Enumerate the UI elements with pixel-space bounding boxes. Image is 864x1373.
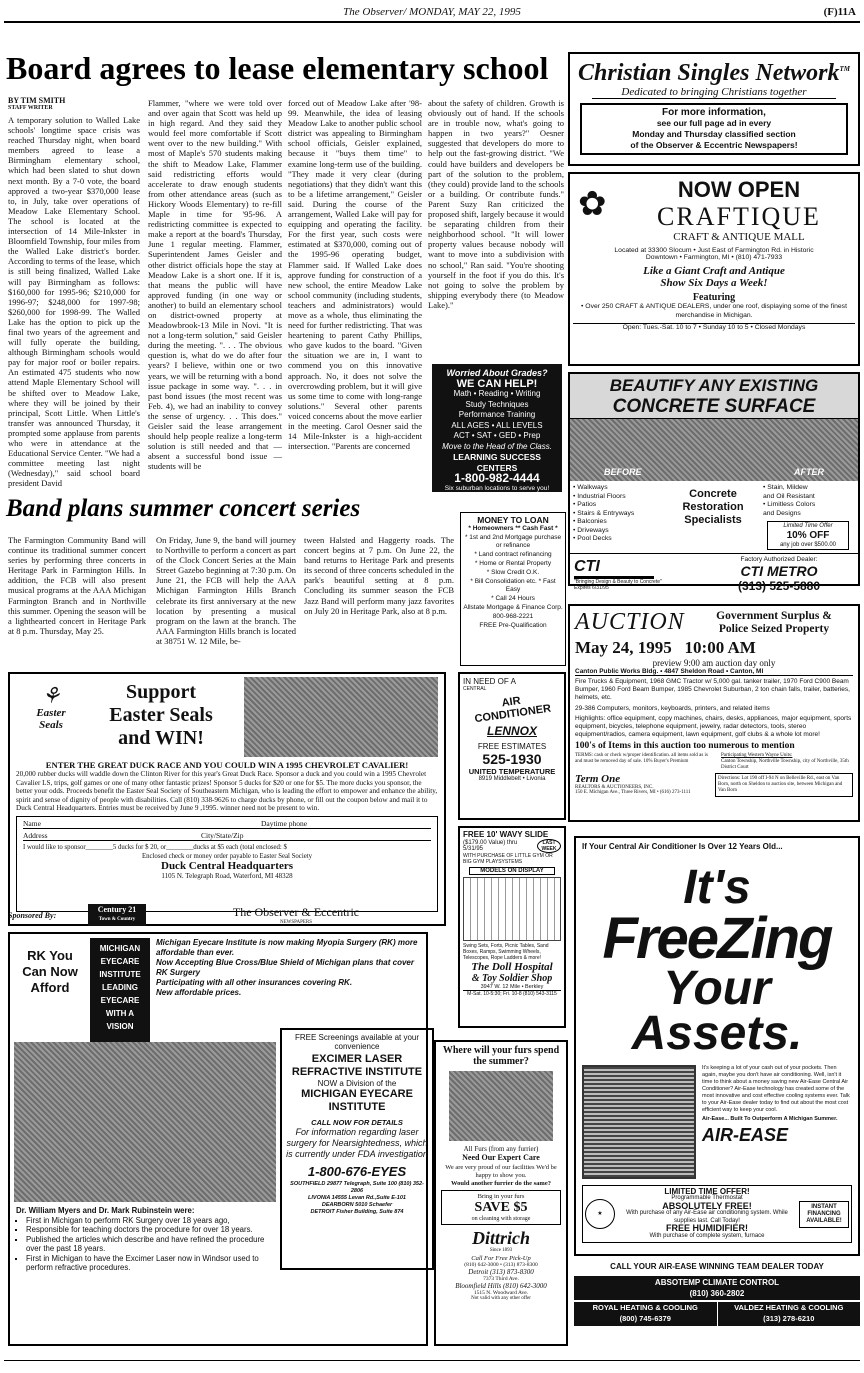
singles-title: Christian Singles Network™ <box>578 60 850 86</box>
craftique-ad[interactable] <box>568 172 860 366</box>
article2-col2: On Friday, June 9, the band will journey to Northville to perform a concert as part of the Clock Concert Series at the Main Street Gazebo beginning at 7:30 p.m. On June 21, the FCB will help the AAA Michigan Farmington Hills Branch celebrate its first anniversary at the new location by presenting a musical program on the lawn at the branch. The AAA Farmington Hills branch is located at 38751 W. 12 Mile, be- <box>156 535 296 646</box>
coupon-hq: Duck Central Headquarters <box>161 859 293 872</box>
auction-p3: Highlights: office equipment, copy machines, chairs, desks, appliances, major equipment, sports equipment, bicycles, telephone equipment, jewelry, radar detectors, tools, stereo equipment/radios, camera equipment, lawn equipment, golf clubs & a whole lot more! <box>575 714 852 739</box>
learning-line9: LEARNING SUCCESS CENTERS <box>453 452 541 473</box>
frost-body: It's keeping a lot of your cash out of your pockets. Then again, maybe you don't have air conditioning. Well, isn't it time to think about a money saving new Air-Ease Central Air Conditioner? Air-Ease technology has created some of the most innovative and cost effective cooling systems ever. Talk to your Air-Ease dealer today to find out about the most cost efficient way to keep your cool. <box>702 1064 850 1113</box>
learning-line5: Performance Training <box>458 410 536 419</box>
article2-col3: tween Halsted and Haggerty roads. The concert begins at 7 p.m. On June 22, the band returns to Heritage Park and presents its second of three concerts scheduled in the park's beautiful setting at 8 p.m. Concluding its summer season the FCB Jazz Band will perform many jazz favorites on July 20 in Heritage Park, also at 8 p.m. <box>304 535 454 616</box>
concrete-title2: CONCRETE SURFACE <box>570 396 858 419</box>
eyecare-phone: 1-800-676-EYES <box>307 1164 407 1179</box>
slide-value: ($179.00 Value) thru 5/31/95 <box>463 840 518 852</box>
money-line8: * Call 24 Hours <box>491 595 535 603</box>
learning-line3: Math • Reading • Writing <box>453 389 541 398</box>
cti-dealer: Factory Authorized Dealer: CTI METRO (313) 525-5880 <box>737 556 821 593</box>
furs-proud: We are very proud of our facilities We'd be happy to show you. <box>445 1164 557 1179</box>
craftique-hours: Open: Tues.-Sat. 10 to 7 • Sunday 10 to 5 • Closed Mondays <box>573 323 855 331</box>
ac-unit-photo <box>582 1065 696 1179</box>
doll-hospital-name: The Doll Hospital <box>471 961 553 973</box>
header-rule <box>4 21 860 23</box>
furs-detroit: Detroit (313) 873-8300 <box>468 1268 534 1276</box>
frost-body-row <box>576 1065 858 1179</box>
rk-afford: RK You Can Now Afford <box>22 948 78 995</box>
learning-line2: WE CAN HELP! <box>456 377 538 390</box>
craftique-sub: CRAFT & ANTIQUE MALL <box>673 231 805 243</box>
coupon-address-field[interactable]: Address <box>23 831 201 841</box>
dealer-royal[interactable]: ROYAL HEATING & COOLING (800) 745-6379 <box>574 1302 718 1326</box>
concrete-right-list: • Stain, Mildew and Oil Resistant • Limitless Colors and Designs Limited Time Offer 10% OFF any job over $500.00 <box>763 484 853 550</box>
article1-col3: forced out of Meadow Lake after '98-99. Meanwhile, the idea of leasing Meadow Lake to another public school district was appealing to Birmingham school officials, Geisler explained, because it "buys them time" to examine long-term use of the building. "They made it very clear (during negotiations) that they didn't want this to be a lifetime arrangement," Geisler said. During the course of the arrangement, Walled Lake will pay for equipping and operating the facility. For the first year, such costs were estimated at $370,000, coming out of the 1995-96 operating budget, Flammer said. If Walled Lake does approve funding for construction of a new school, the entire Meadow Lake school community (including students, teachers and administrators) would move as a whole, thus eliminating the need for further redistricting. That was heartening to parent Cathy Phillips, who gave kudos to the board. "Given the situation we are in, I want to commend you on this innovative approach. No, it does not solve the overcrowding problem, but it will give us some time to come with long-range solutions." Several other parents voiced concerns about the move earlier in the meeting. Carol Oesner said the 14 Mile-Inkster is a high-accident intersection. "Parents are concerned <box>288 98 422 452</box>
fur-coat-illustration <box>449 1071 553 1141</box>
learning-line10: Six suburban locations to serve you! <box>444 484 550 492</box>
easter-body: 20,000 rubber ducks will waddle down the Clinton River for this year's Great Duck Race. Sponsor a duck and you could win a 1995 Chevrolet Cavalier LS, trips, golf games or one of many other fantastic prizes! Sponsor 5 ducks for $20 or one for $5. The more ducks you sponsor, the better your odds. Proceeds benefit the Easter Seal Society of Southeastern Michigan, who is leading the effort to empower and enhance the ability, spirit and sense of dignity of people with disabilities. Call (810) 338-9626 to charge ducks by phone, or fill out the coupon below and mail it to Duck Central Headquarters. Entries must be received by June 9 ,1995. winner need not be present to win. <box>16 770 438 813</box>
coupon-name-field[interactable]: Name <box>23 819 261 829</box>
coupon-hq-address: 1105 N. Telegraph Road, Waterford, MI 48328 <box>161 871 293 880</box>
auction-preview: preview 9:00 am auction day only <box>652 658 776 668</box>
auction-head: AUCTION Government Surplus & Police Seized Property <box>575 609 832 635</box>
money-line10: 800-968-2221 <box>492 612 534 620</box>
slide-purchase: WITH PURCHASE OF LITTLE GYM OR BIG GYM PLAYSYSTEMS <box>463 853 553 865</box>
money-line7: * Bill Consolidation etc. * Fast Easy <box>470 577 556 594</box>
furs-coupon-note: Not valid with any other offer <box>471 1296 531 1301</box>
eyecare-intro: Michigan Eyecare Institute is now making Myopia Surgery (RK) more affordable than ever. Now Accepting Blue Cross/Blue Shield of Michigan plans that cover RK Surgery Participating with all other insurances covering RK. New affordable prices. <box>156 938 418 997</box>
eyecare-doctors: Dr. William Myers and Dr. Mark Rubinstein were: ▪ First in Michigan to perform RK Surgery over 18 years ago, ▪ Responsible for teaching doctors the procedure for over 18 years. ▪ Published the articles which describe and have refined the procedure over the past 18 years. ▪ First in Michigan to have the Excimer Laser now in Windsor used to perform refractive procedures. <box>16 1206 278 1273</box>
craftique-feat: • Over 250 CRAFT & ANTIQUE DEALERS, under one roof, displaying some of the finest merchandise in Michigan. <box>581 303 847 319</box>
toy-soldier-name: & Toy Soldier Shop <box>471 973 553 984</box>
wavy-slide-ad[interactable] <box>458 826 566 1028</box>
craftique-now-open: NOW OPEN <box>677 177 801 202</box>
money-title: MONEY TO LOAN <box>477 515 549 525</box>
frost-headline: It's FreeZing Your Assets. <box>602 861 832 1061</box>
furs-bloomfield-addr: 1515 N. Woodward Ave. <box>473 1290 529 1296</box>
duck-race-photo <box>244 677 438 757</box>
singles-tagline: Dedicated to bringing Christians together <box>592 86 836 99</box>
money-line4: * Land contract refinancing <box>474 551 552 559</box>
coupon-enclosed: Enclosed check or money order payable to Easter Seal Society <box>141 852 313 860</box>
money-line11: FREE Pre-Qualification <box>479 621 547 629</box>
auction-terms-row: TERMS: cash or check w/proper identification. all items sold as is and must be removed day of sale. 10% Buyer's Premium Participating Western Wayne Units: Canton Township, Northville Township, city of Northville, 35th District Court <box>575 753 849 771</box>
money-line1: * Homeowners ** Cash Fast * <box>468 524 558 532</box>
furs-bloomfield: Bloomfield Hills (810) 642-3000 <box>455 1282 547 1290</box>
learning-line1: Worried About Grades? <box>446 368 548 378</box>
money-line9: Allstate Mortgage & Finance Corp. <box>463 603 563 611</box>
furs-question: Where will your furs spend the summer? <box>442 1045 560 1067</box>
coupon-row1 <box>23 819 431 829</box>
concrete-features <box>570 481 858 553</box>
dittrich-furs-ad[interactable] <box>434 1040 568 1346</box>
craftique-location1: Located at 33300 Slocum • Just East of Farmington Rd. in Historic <box>614 247 814 254</box>
after-label: AFTER <box>794 467 824 477</box>
frost-top: If Your Central Air Conditioner Is Over 12 Years Old... <box>582 842 783 851</box>
furs-detroit-addr: 7373 Third Ave. <box>483 1276 519 1282</box>
article2-headline: Band plans summer concert series <box>6 495 361 522</box>
dealer-row <box>574 1302 860 1326</box>
concrete-offer: Limited Time Offer 10% OFF any job over $500.00 <box>767 521 849 550</box>
byline-role: STAFF WRITER <box>8 105 53 111</box>
coupon-sponsor-line[interactable]: I would like to sponsor________5 ducks for $ 20, or________ducks at $5 each (total enclosed: $ <box>23 843 287 851</box>
article1-col1 <box>8 96 140 494</box>
ac-title: AIR CONDITIONER <box>473 694 552 726</box>
header-dateline: The Observer/ MONDAY, MAY 22, 1995 <box>343 6 521 18</box>
eyecare-ad[interactable] <box>8 932 428 1346</box>
auction-p4: 100's of Items in this auction too numerous to mention <box>575 741 795 752</box>
furs-since: Since 1893 <box>489 1248 513 1253</box>
slide-value-row <box>463 839 561 853</box>
slide-hours: M-Sat. 10-5:30; Fri. 10-8 (810) 543-3115 <box>463 990 561 997</box>
air-conditioner-ad[interactable] <box>458 672 566 820</box>
craftique-slogan2: Show Six Days a Week! <box>660 277 768 289</box>
learning-line8: Move to the Head of the Class. <box>442 441 552 451</box>
concrete-left-list: • Walkways • Industrial Floors • Patios • Stairs & Entryways • Balconies • Driveways • Pool Decks <box>573 484 635 542</box>
article2-col1: The Farmington Community Band will continue its traditional summer concert series by performing three concerts in Heritage Park in Farmington Hills. In addition, the FCB will also present musical programs at the AAA Michigan Farmington Branch and in Northville this summer. Opening the season will be a lighthearted concert in Heritage Park at 8 p.m. Thursday, May 25. <box>8 535 146 636</box>
coupon-phone-field[interactable]: Daytime phone <box>261 819 431 829</box>
concrete-photo <box>570 419 858 481</box>
surgeons-photo <box>14 1042 276 1202</box>
learning-line6: ALL AGES • ALL LEVELS <box>451 420 543 430</box>
easter-headline: ENTER THE GREAT DUCK RACE AND YOU COULD WIN A 1995 CHEVROLET CAVALIER! <box>45 760 409 770</box>
slide-models: MODELS ON DISPLAY <box>469 867 555 875</box>
excimer-box: FREE Screenings available at your convenience EXCIMER LASER REFRACTIVE INSTITUTE NOW a Division of the MICHIGAN EYECARE INSTITUTE CALL NOW FOR DETAILS For information regarding laser surgery for Nearsightedness, which is currently under FDA investigation 1-800-676-EYES SOUTHFIELD 29877 Telegraph, Suite 100 (810) 352-2806 LIVONIA 14555 Levan Rd.,Suite E-101 DEARBORN 5010 Schaefer DETROIT Fisher Building, Suite 874 <box>280 1028 434 1270</box>
ac-phone: 525-1930 <box>482 751 542 767</box>
craftique-name: CRAFTIQUE <box>657 202 821 231</box>
furs-call: Call For Free Pick-Up <box>471 1255 531 1262</box>
page-number: (F)11A <box>823 6 856 18</box>
furs-phones: (810) 642-3000 • (313) 873-8300 <box>464 1262 538 1268</box>
learning-line7: ACT • SAT • GED • Prep <box>453 431 541 440</box>
concrete-ad[interactable] <box>568 372 860 593</box>
article1-col4: about the safety of children. Growth is obviously out of hand. If the schools are in trouble now, what's going to happen in two years?" Oesner suggested that developers do more to help out the fast-growing district. "We could have builders and developers be part of the solution to the problem, (they could) provide land to the schools or a building. Or contribute funds." Parent Suzy Ran criticized the proposed shift, largely because it would be separating children from their neighborhood school. "It will lower property values because nobody will want to move into a subdivision with no school," Ran said. "You're shooting yourself in the foot if you do this. It's not going to solve the problem by shipping everybody there (to Meadow Lake)." <box>428 98 564 310</box>
auction-address: Canton Public Works Bldg. • 4847 Sheldon Road • Canton, MI <box>575 668 853 676</box>
furs-all: All Furs (from any furrier) <box>463 1145 539 1153</box>
century21-logo: Century 21 Town & Country <box>88 904 146 926</box>
auction-ad[interactable] <box>568 604 860 822</box>
slide-title: FREE 10' WAVY SLIDE <box>463 830 549 839</box>
coupon-city-field[interactable]: City/State/Zip <box>201 831 431 841</box>
playset-illustration <box>463 877 561 941</box>
auction-date: May 24, 1995 10:00 AM <box>575 638 756 657</box>
frost-built: Air-Ease... Built To Outperform A Michigan Summer. <box>702 1115 838 1122</box>
easter-sponsors: Sponsored By: Century 21 Town & Country The Observer & Eccentric NEWSPAPERS <box>8 902 446 928</box>
air-ease-logo: AIR-EASE <box>702 1124 789 1145</box>
coupon-row2 <box>23 831 431 841</box>
dealer-valdez[interactable]: VALDEZ HEATING & COOLING (313) 278-6210 <box>734 1303 844 1323</box>
furs-would: Would another furrier do the same? <box>451 1180 551 1187</box>
observer-logo: The Observer & Eccentric NEWSPAPERS <box>232 905 360 925</box>
slide-address: 3947 W. 12 Mile • Berkley <box>480 984 544 990</box>
craftique-featuring: Featuring <box>692 292 736 303</box>
learning-phone: 1-800-982-4444 <box>454 471 540 485</box>
money-line3: or refinance <box>495 542 531 550</box>
ac-estimates: FREE ESTIMATES <box>477 742 547 751</box>
craftique-location2: Downtown • Farmington, MI • (810) 471-7933 <box>645 254 783 261</box>
auction-p2: 29-386 Computers, monitors, keyboards, printers, and related items <box>575 704 770 712</box>
article1-col2: Flammer, "where we were told over and over again that Scott was held up in high regard. And they said they would feel more comfortable if Scott went over to the new building." With most of Maple's 570 students making the shift to Meadow Lake, Flammer said redistricting efforts would accelerate to draw enough students from other attendance areas (such as Hickory Woods Elementary) to re-fill Maple in time for '95-96. A redistricting committee is expected to make a report at the board's Thursday, June 1 regular meeting. Flammer, Superintendent James Geisler and other district officials hope the stay at Meadow Lake is a short one. If it is, that means the public will have approved funding (in one way or another) to build an elementary school on district-owned property at Meadowbrook-13 Mile in Novi. "It is not a long-term solution," said Geisler during the meeting. ". . . The obvious question is, what do we do after four years? I believe, within one or two years, we will be returning with a bond issue package in some way. ". . . in past bond issues (the most recent was Feb. 4), we had an inability to convey the sense of urgency. . . This does." Geisler said the lease arrangement should help people realize a long-term solution is still needed and that — absent a successful bond issue — students will be <box>148 98 282 472</box>
easter-head: ⚘ Easter Seals Support Easter Seals and WIN! <box>16 677 438 757</box>
slide-items: Swing Sets, Forts, Picnic Tables, Sand Boxes, Ramps, Swimming Wheels, Telescopes, Rope Ladders & more! <box>463 943 549 961</box>
learning-center-ad[interactable] <box>432 364 562 492</box>
ac-brand: LENNOX <box>486 724 537 738</box>
auction-footer: Term One REALTORS & AUCTIONEERS, INC. 150 E. Michigan Ave., Three Rivers, MI • (616) 273-1111 Directions: Lot 190 off I-94 N on Belleville Rd., east on Van Born, north on Sheldon to auction site, between Michigan and Van Born <box>575 773 853 797</box>
frost-offer: ★ LIMITED TIME OFFER! Programmable Thermostat ABSOLUTELY FREE! With purchase of any Air-Ease air conditioning system. While supplies last. Call Today! FREE HUMIDIFIER! With purchase of complete system, furnace INSTANT FINANCING AVAILABLE! <box>582 1185 852 1244</box>
page-header <box>0 2 864 32</box>
craftique-slogan1: Like a Giant Craft and Antique <box>643 265 785 277</box>
lily-icon: ⚘ <box>41 683 61 708</box>
cti-logo: CTI "Bringing Design & Beauty to Concrete" Expires 6/31/95 <box>574 558 662 591</box>
furs-need: Need Our Expert Care <box>462 1153 540 1162</box>
singles-info-box: For more information, see our full page ad in every Monday and Thursday classified section of the Observer & Eccentric Newspapers! <box>580 103 848 155</box>
money-to-loan-ad[interactable] <box>460 512 566 666</box>
ac-need: IN NEED OF A <box>463 677 516 686</box>
learning-line4: Study Techniques <box>465 399 529 409</box>
easter-seals-logo: ⚘ Easter Seals <box>16 677 86 757</box>
money-line6: * Slow Credit O.K. <box>486 568 540 576</box>
ac-central: CENTRAL <box>463 686 487 692</box>
article1-headline: Board agrees to lease elementary school <box>6 50 549 86</box>
craft-decoration-icon: ✿ <box>578 186 607 223</box>
ac-address: 8919 Middlebelt • Livonia <box>478 776 546 782</box>
concrete-title1: BEAUTIFY ANY EXISTING <box>570 374 858 396</box>
furs-coupon[interactable]: Bring in your furs SAVE $5 on cleaning with storage <box>441 1190 561 1225</box>
duck-coupon[interactable] <box>16 816 438 912</box>
christian-singles-ad[interactable] <box>568 52 860 166</box>
frost-call: CALL YOUR AIR-EASE WINNING TEAM DEALER TODAY <box>610 1262 824 1271</box>
byline: BY TIM SMITH <box>8 96 66 105</box>
dealer-absotemp[interactable]: ABSOTEMP CLIMATE CONTROL (810) 360-2802 <box>574 1276 860 1300</box>
money-line5: * Home or Rental Property <box>474 559 552 567</box>
concrete-footer <box>570 553 858 595</box>
before-label: BEFORE <box>604 467 642 477</box>
footer-rule <box>4 1360 860 1361</box>
mei-logo-block: MICHIGAN EYECARE INSTITUTE LEADING EYECARE WITH A VISION <box>90 938 150 1042</box>
concrete-mid: Concrete Restoration Specialists <box>682 488 744 526</box>
money-line2: * 1st and 2nd Mortgage purchase <box>464 533 562 541</box>
dittrich-logo: Dittrich <box>471 1228 530 1248</box>
offer-seal-icon: ★ <box>585 1199 615 1229</box>
auction-p1: Fire Trucks & Equipment, 1968 GMC Tractor w/ 5,000 gal. tanker trailer, 1970 Ford C900 Beam Bumper, 1960 Ford Beam Bumper, 1985 Chevrolet Suburban, 2 ton chain falls, trailer, batteries, helmets, etc. <box>575 678 850 702</box>
air-ease-ad[interactable] <box>574 836 860 1256</box>
last-week-badge: LAST WEEK <box>537 839 561 853</box>
article1-text1: A temporary solution to Walled Lake schools' longtime space crisis was reached Thursday night, when board members agreed to lease a Birmingham elementary school, which had been slated to shut down next month. By a 7-0 vote, the board approved a two-year $370,000 lease to, in July, take over operations of Meadow Lake Elementary School. The school is located at the intersection of 14 Mile-Inkster in Bloomfield Township, four miles from the Walled Lake district's border. According to terms of the lease, which is still being finalized, Walled Lake will pay Birmingham as follows: $160,000 for 1995-96; $210,000 for 1996-97; $248,000 for 1997-98; $260,000 for 1998-99. The Walled Lake has the option to pick up the final two years of the agreement and will fully operate the building, although Birmingham schools would pay for major roof or boiler repairs. An estimated 475 students who now attend Maple Elementary School will be shifted over to Meadow Lake, where they will be joined by their principal, Scott Little. When Little's transfer was announced Thursday, it prompted some applause from parents who were in attendance at the Educational Service Center. "We had a committee meeting last night (Wednesday)," said school board president David <box>8 115 140 489</box>
ac-company: UNITED TEMPERATURE <box>468 767 556 776</box>
easter-seals-ad[interactable] <box>8 672 446 926</box>
